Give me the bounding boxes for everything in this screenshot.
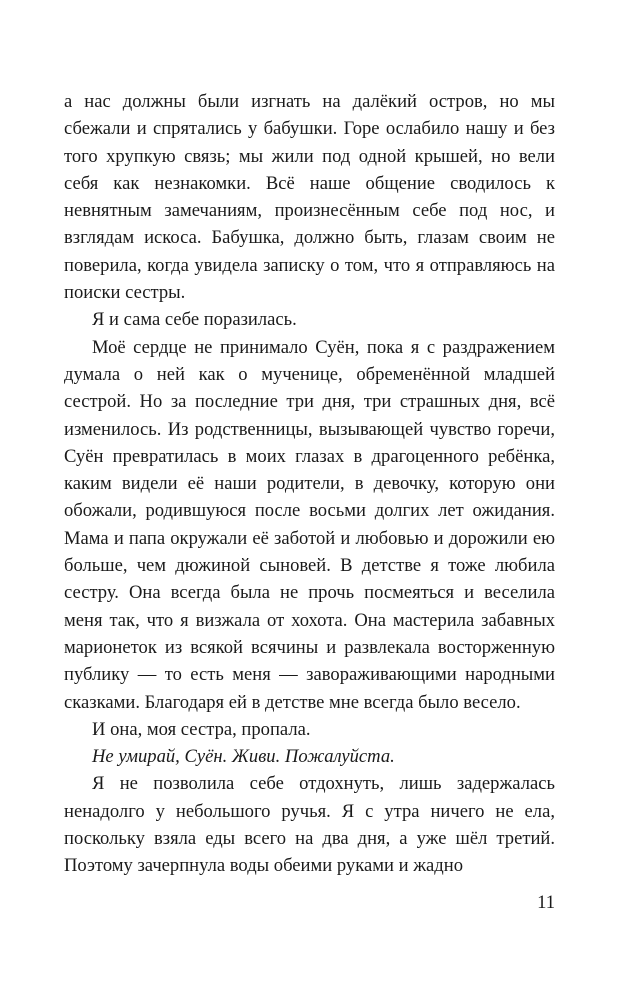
- paragraph-2: Я и сама себе поразилась.: [92, 309, 297, 331]
- paragraph-3: Моё сердце не принимало Суён, пока я с раздражением думала о ней как о мученице, обременённой младшей сестрой. Но за последние три дня, три страшных дня, всё изменилось. Из родственницы, вызывающей чувство горечи, Суён превратилась в моих глазах в драгоценного ребёнка, каким видели её наши родители, в девочку, которую они обожали, родившуюся после восьми долгих лет ожидания. Мама и папа окружали её заботой и любовью и дорожили ею больше, чем дюжиной сыновей. В детстве я тоже любила сестру. Она всегда была не прочь посмеяться и веселила меня так, что я визжала от хохота. Она мастерила забавных марионеток из всякой всячины и развлекала восторженную публику — то есть меня — завораживающими народными сказками. Благодаря ей в детстве мне всегда было весело.: [64, 336, 555, 713]
- page-body: [64, 88, 555, 880]
- paragraph-1: а нас должны были изгнать на далёкий остров, но мы сбежали и спрятались у бабушки. Горе ослабило нашу и без того хрупкую связь; мы жили под одной крышей, но вели себя как незнакомки. Всё наше общение сводилось к невнятным замечаниям, произнесённым себе под нос, и взглядам искоса. Бабушка, должно быть, глазам своим не поверила, когда увидела записку о том, что я отправляюсь на поиски сестры.: [64, 91, 555, 304]
- paragraph-4: И она, моя сестра, пропала.: [92, 718, 311, 740]
- paragraph-6: Я не позволила себе отдохнуть, лишь задержалась ненадолго у небольшого ручья. Я с утра ничего не ела, поскольку взяла еды всего на два дня, а уже шёл третий. Поэтому зачерпнула воды обеими руками и жадно: [64, 773, 555, 877]
- paragraph-5-italic-thought: Не умирай, Суён. Живи. Пожалуйста.: [92, 746, 395, 768]
- page-number: 11: [537, 892, 555, 913]
